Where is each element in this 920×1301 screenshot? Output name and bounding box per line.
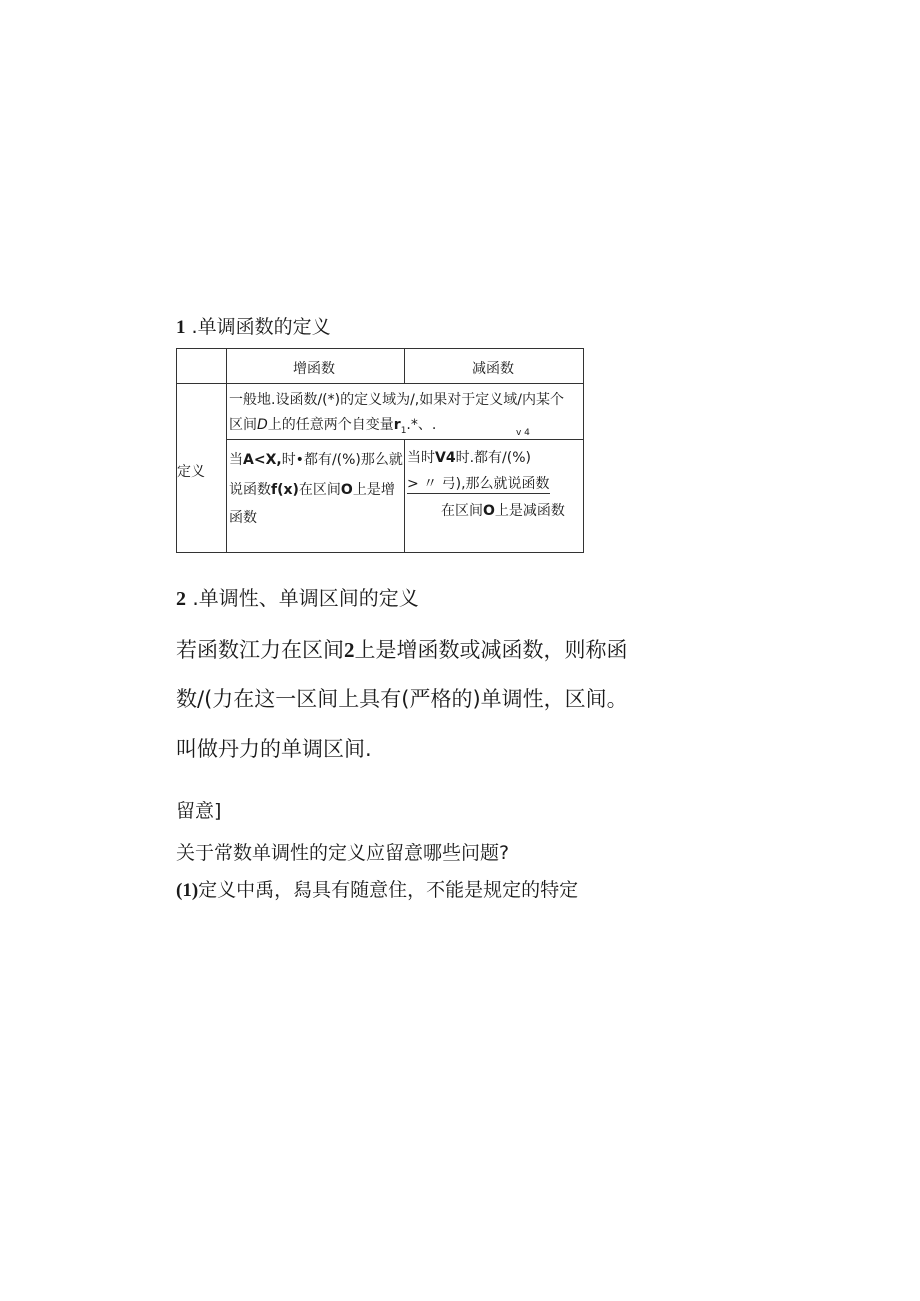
table-border-top (176, 348, 584, 349)
table-header-divider (176, 383, 584, 384)
table-border-left (176, 348, 177, 553)
table-col-divider-2-bottom (404, 439, 405, 553)
dec-line-1-post: 时.都有/(%) (455, 450, 531, 466)
dec-line-3-post: 上是减函数 (494, 503, 565, 519)
note-item-1-text: 定义中禹，舄具有随意住，不能是规定的特定 (198, 879, 579, 901)
inc-line-2-mid: 在区间 (298, 482, 341, 498)
inc-line-2-pre: 说函数 (229, 482, 271, 498)
table-border-right (583, 348, 584, 553)
common-line-2-d: D (257, 417, 268, 433)
dec-line-3-pre: 在区间 (441, 503, 483, 519)
stray-mark: v 4 (516, 428, 530, 438)
increasing-line-2 (229, 479, 395, 499)
common-definition-line-2 (229, 414, 436, 436)
section-2-heading (176, 582, 419, 611)
table-col-divider-1 (226, 348, 227, 553)
inc-line-1-post: 时•都有/(%)那么就 (281, 452, 403, 468)
section-2-title: .单调性、单调区间的定义 (192, 586, 419, 610)
common-line-2-var: r (393, 417, 401, 433)
common-line-2-pre: 区间 (229, 417, 257, 433)
common-line-2-post: .*、. (406, 417, 437, 433)
section-1-heading (176, 312, 331, 339)
definition-table (176, 348, 584, 553)
note-label: 留意] (176, 800, 222, 822)
section-1-number: 1 (176, 317, 186, 338)
dec-line-1-pre: 当时 (407, 450, 435, 466)
note-item-1-number: (1) (176, 880, 199, 901)
table-col-divider-2-top (404, 348, 405, 383)
increasing-line-1 (229, 449, 403, 469)
common-definition-line-1: 一般地.设函数/(*)的定义域为/,如果对于定义域/内某个 (229, 392, 564, 408)
decreasing-line-1 (407, 447, 531, 467)
table-border-bottom (176, 552, 584, 553)
note-question: 关于常数单调性的定义应留意哪些问题? (176, 842, 510, 864)
inc-line-1-pre: 当 (229, 452, 243, 468)
header-increasing: 增函数 (293, 361, 335, 377)
inc-line-1-bold: A<X, (243, 452, 282, 468)
para-line-1-post: 上是增函数或减函数，则称函 (354, 638, 628, 662)
para-line-1-pre: 若函数江力在区间 (176, 638, 344, 662)
inc-line-2-post: 上是增 (352, 482, 395, 498)
dec-line-1-bold: V4 (435, 450, 456, 466)
common-line-2-sub: 1 (400, 425, 407, 436)
section-2-number: 2 (176, 588, 186, 610)
decreasing-line-2: > 〃 弓),那么就说函数 (407, 473, 550, 494)
para-line-1-num: 2 (344, 638, 355, 662)
increasing-line-3: 函数 (229, 510, 257, 526)
paragraph-line-1 (176, 634, 628, 664)
table-common-divider (226, 439, 584, 440)
decreasing-line-3 (441, 500, 565, 520)
dec-line-3-bold: O (483, 503, 495, 519)
inc-line-2-bold2: O (340, 482, 353, 498)
inc-line-2-bold: f(x) (271, 482, 299, 498)
paragraph-line-2: 数/(力在这一区间上具有(严格的)单调性，区间。 (176, 687, 628, 711)
common-line-2-mid: 上的任意两个自变量 (267, 417, 394, 433)
note-item-1 (176, 875, 578, 902)
section-1-title: .单调函数的定义 (191, 316, 331, 338)
paragraph-line-3: 叫做丹力的单调区间. (176, 737, 372, 761)
header-decreasing: 减函数 (472, 361, 514, 377)
row-label-definition: 定义 (177, 464, 205, 480)
